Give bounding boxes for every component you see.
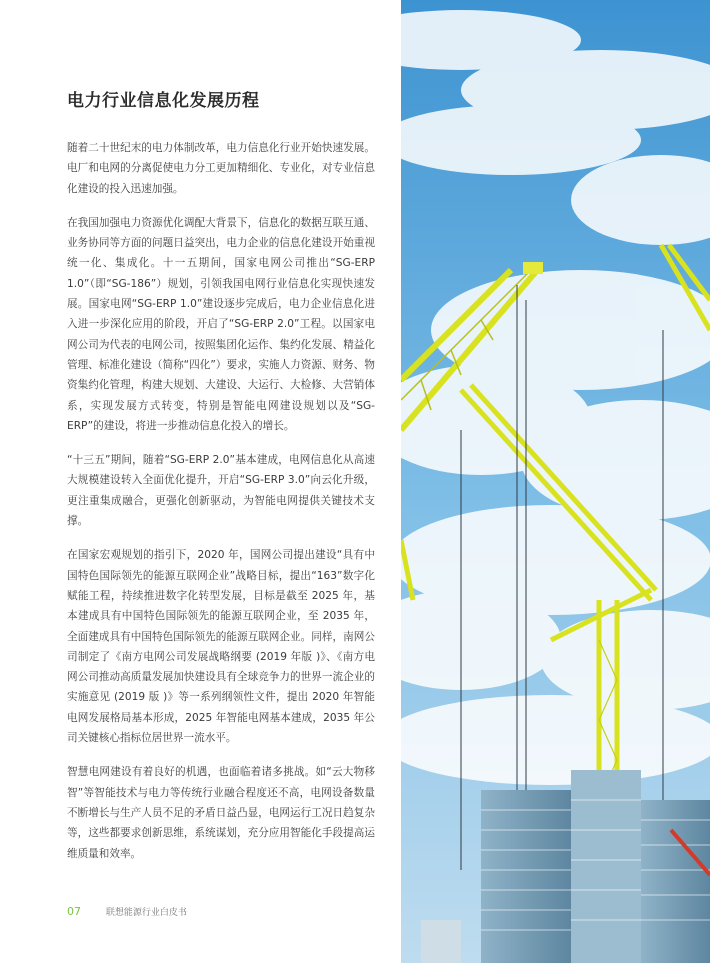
page-number: 07 <box>67 905 81 918</box>
publication-name: 联想能源行业白皮书 <box>105 908 187 918</box>
page-footer <box>67 905 187 918</box>
paragraph-4: 在国家宏观规划的指引下，2020 年，国网公司提出建设“具有中国特色国际领先的能源互联网企业”战略目标，提出“163”数字化赋能工程，持续推进数字化转型发展，目标是截至 2025 年，基本建成具有中国特色国际领先的能源互联网企业，至 2035 年，全面建成具有中国特色国际领先的能源互联网企业。同样，南网公司制定了《南方电网公司发展战略纲要 (2019 年版 )》、《南方电网公司推动高质量发展加快建设具有全球竞争力的世界一流企业的实施意见 (2019 版 )》等一系列纲领性文件，提出 2020 年智能电网发展格局基本形成，2025 年智能电网基本建成，2035 年公司关键核心指标位居世界一流水平。 <box>67 549 375 745</box>
paragraph-5: 智慧电网建设有着良好的机遇，也面临着诸多挑战。如“云大物移智”等智能技术与电力等传统行业融合程度还不高，电网设备数量不断增长与生产人员不足的矛盾日益凸显，电网运行工况日趋复杂等，这些都要求创新思维，系统谋划，充分应用智能化手段提高运维质量和效率。 <box>67 766 375 860</box>
paragraph-2: 在我国加强电力资源优化调配大背景下，信息化的数据互联互通、业务协同等方面的问题日益突出，电力企业的信息化建设开始重视统一化、集成化。十一五期间，国家电网公司推出“SG-ERP 1.0”（即“SG-186”）规划，引领我国电网行业信息化实现快速发展。国家电网“SG-ERP 1.0”建设逐步完成后，电力企业信息化进入进一步深化应用的阶段，开启了“SG-ERP 2.0”工程。以国家电网公司为代表的电网公司，按照集团化运作、集约化发展、精益化管理、标准化建设（简称“四化”）要求，实施人力资源、财务、物资集约化管理，构建大规划、大建设、大运行、大检修、大营销体系，实现发展方式转变，特别是智能电网建设规划以及“SG-ERP”的建设，将进一步推动信息化投入的增长。 <box>67 216 375 432</box>
paragraph-1: 随着二十世纪末的电力体制改革，电力信息化行业开始快速发展。电厂和电网的分离促使电力分工更加精细化、专业化，对专业信息化建设的投入迅速加强。 <box>67 142 375 195</box>
article-body <box>67 86 375 878</box>
construction-cranes-photo <box>401 0 710 963</box>
page-title: 电力行业信息化发展历程 <box>67 91 260 111</box>
paragraph-3: “十三五”期间，随着“SG-ERP 2.0”基本建成，电网信息化从高速大规模建设转入全面优化提升，开启“SG-ERP 3.0”向云化升级，更注重集成融合，更强化创新驱动，为智能电网提供关键技术支撑。 <box>67 454 375 528</box>
